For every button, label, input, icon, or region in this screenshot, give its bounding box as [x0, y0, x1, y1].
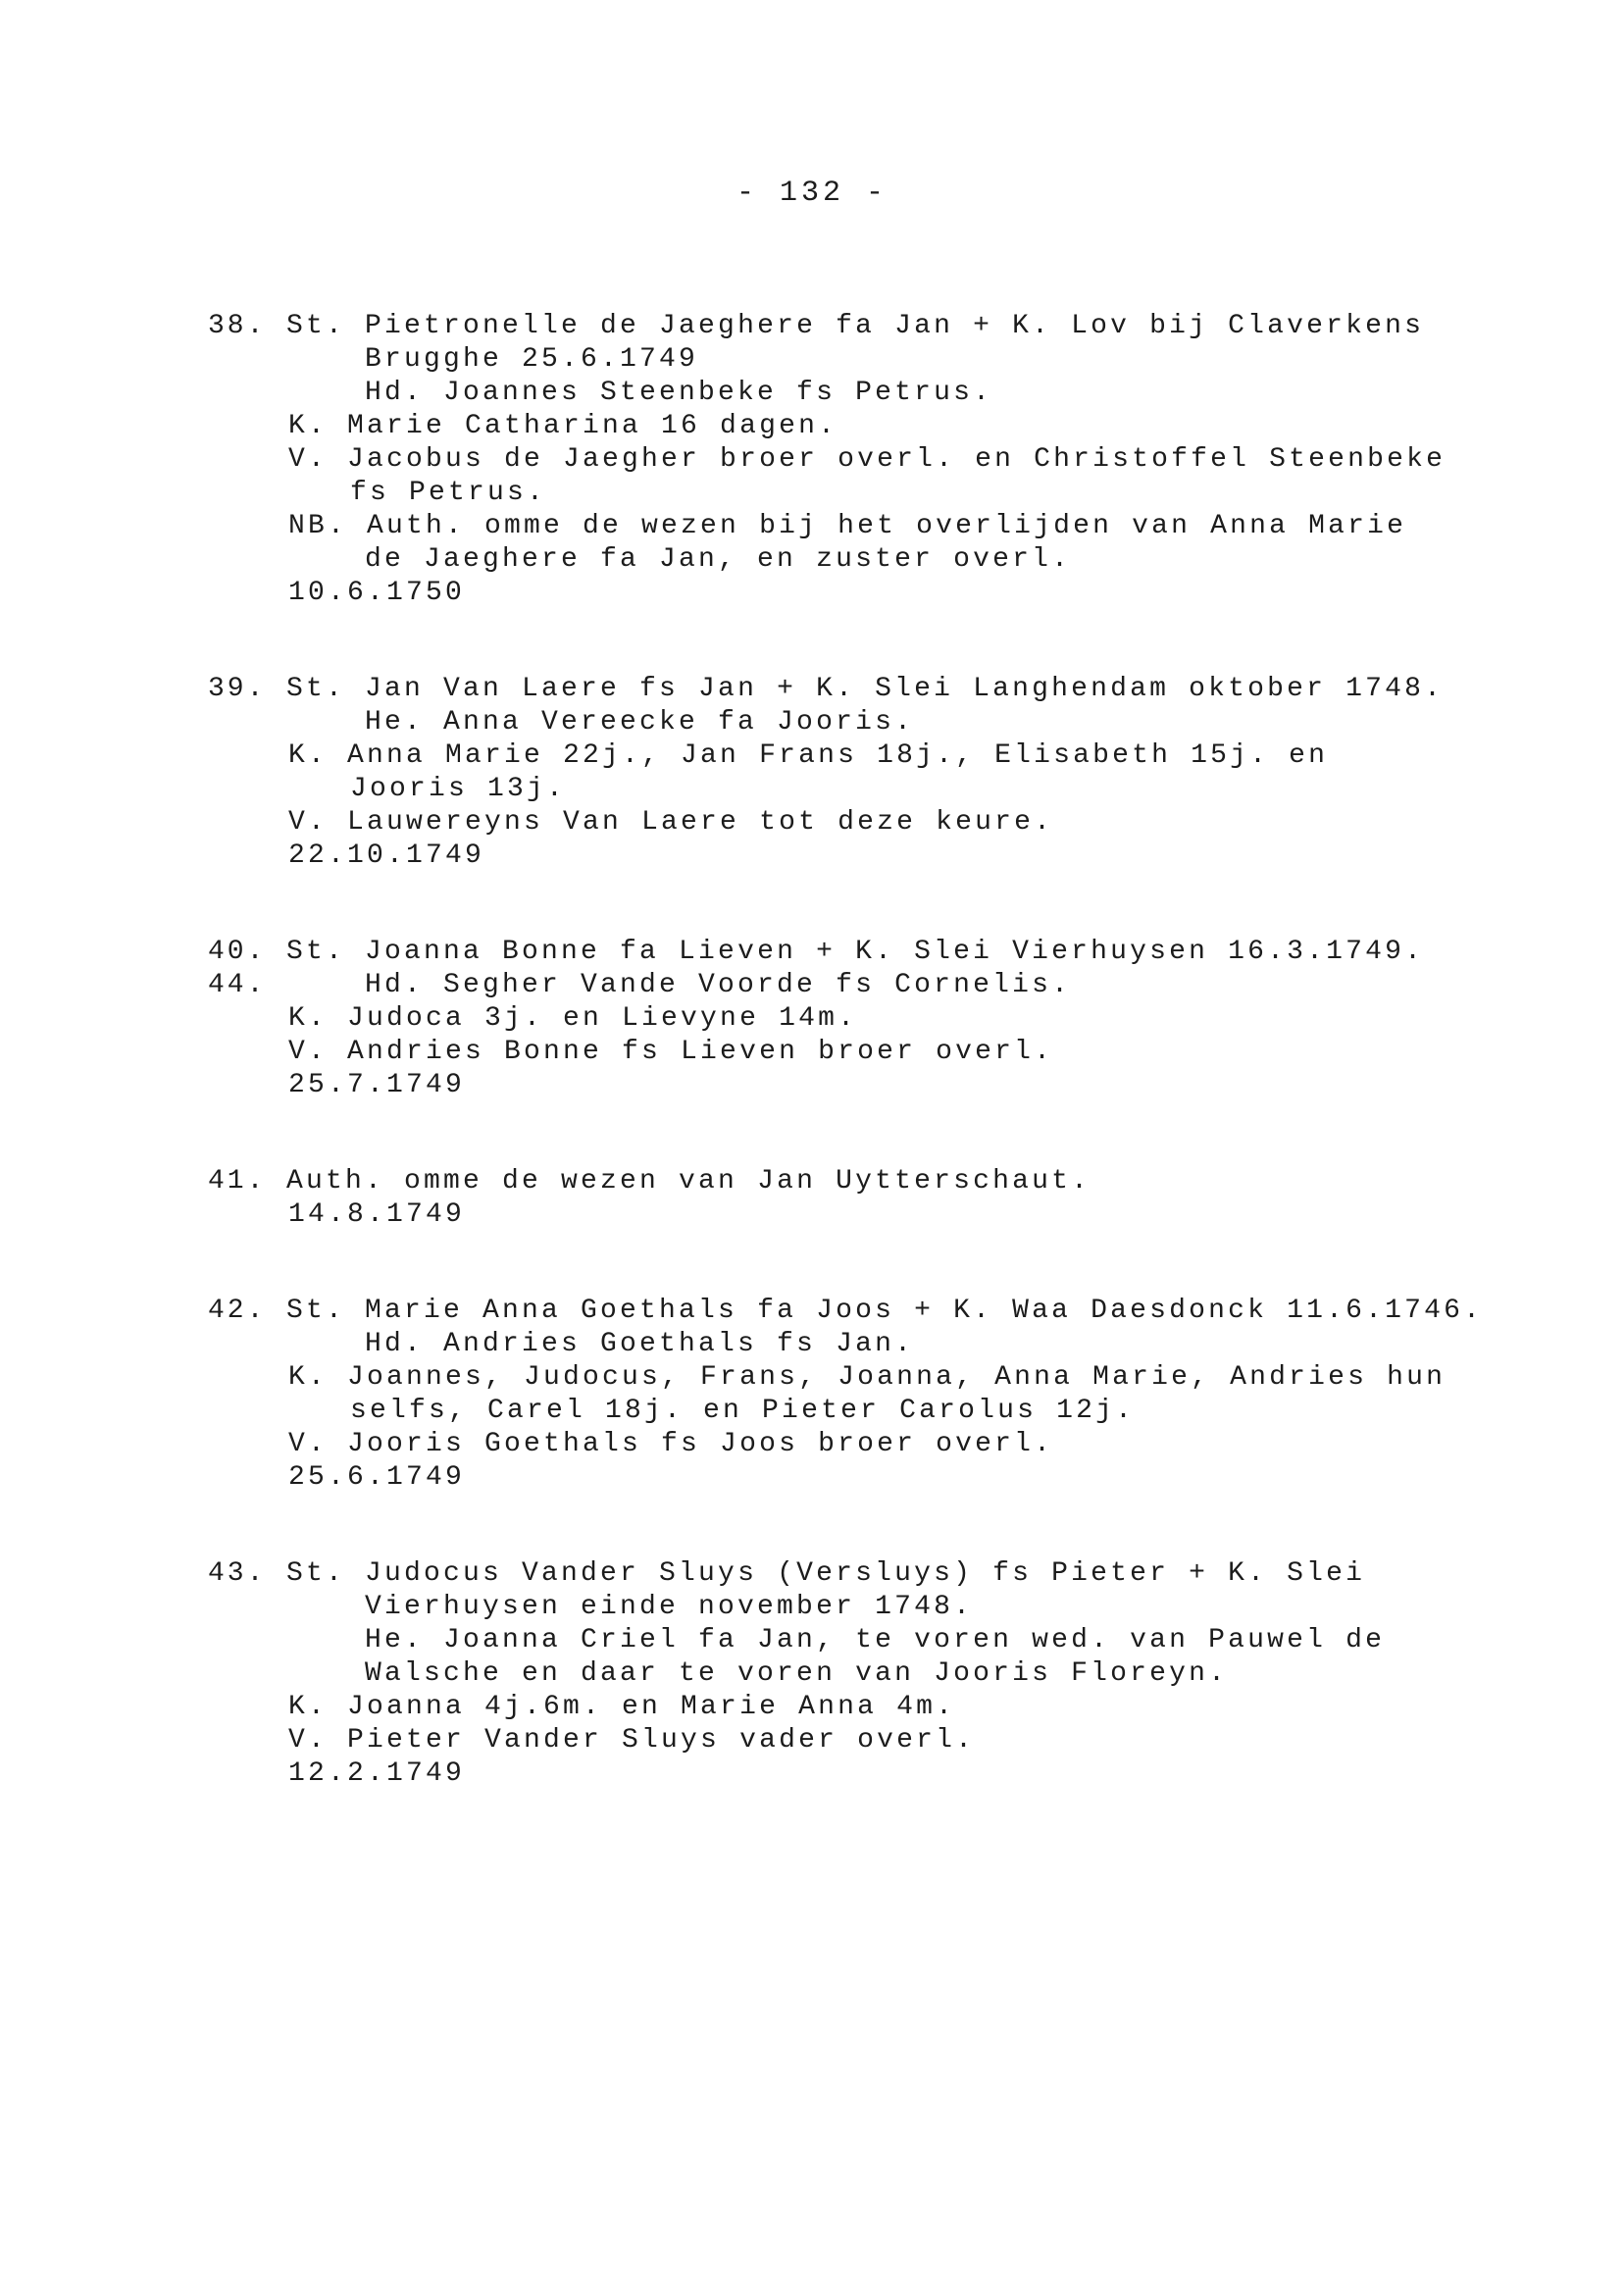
entry-line: Hd. Segher Vande Voorde fs Cornelis. — [365, 970, 1072, 1000]
entry — [208, 673, 1522, 873]
page-number: - 132 - — [736, 177, 888, 210]
entry-line: de Jaeghere fa Jan, en zuster overl. — [365, 544, 1072, 575]
entry-line: Walsche en daar te voren van Jooris Floreyn. — [365, 1658, 1229, 1689]
entry-line: 12.2.1749 — [288, 1758, 466, 1789]
entry-number-label: 44. — [208, 970, 267, 1000]
entry-line: V. Andries Bonne fs Lieven broer overl. — [288, 1037, 1054, 1067]
entry-line: 10.6.1750 — [288, 578, 466, 608]
entry-number — [208, 936, 286, 1002]
entry-number-label: 38. — [208, 311, 267, 341]
entry-line: K. Joanna 4j.6m. en Marie Anna 4m. — [288, 1692, 956, 1722]
entry — [208, 1295, 1522, 1495]
entry-line: 25.7.1749 — [288, 1070, 466, 1100]
entry — [208, 1165, 1522, 1232]
entry-line: NB. Auth. omme de wezen bij het overlijden van Anna Marie — [288, 511, 1407, 541]
entry-line: Brugghe 25.6.1749 — [365, 344, 699, 375]
entry-line: fs Petrus. — [350, 478, 547, 508]
entry-line: selfs, Carel 18j. en Pieter Carolus 12j. — [350, 1396, 1136, 1426]
entry-number-label: 42. — [208, 1296, 267, 1326]
entry-line: 25.6.1749 — [288, 1462, 466, 1493]
entry-line: K. Joannes, Judocus, Frans, Joanna, Anna Marie, Andries hun — [288, 1362, 1446, 1393]
entry-number-label: 43. — [208, 1558, 267, 1589]
entry-line: St. Pietronelle de Jaeghere fa Jan + K. Lov bij Claverkens — [286, 311, 1425, 341]
entry-line: St. Joanna Bonne fa Lieven + K. Slei Vierhuysen 16.3.1749. — [286, 937, 1425, 967]
entry-line: 22.10.1749 — [288, 840, 485, 871]
entry-line: Vierhuysen einde november 1748. — [365, 1592, 974, 1622]
entry-line: V. Lauwereyns Van Laere tot deze keure. — [288, 807, 1054, 838]
entry-line: V. Pieter Vander Sluys vader overl. — [288, 1725, 976, 1756]
entry-line: Auth. omme de wezen van Jan Uytterschaut. — [286, 1166, 1091, 1196]
entry — [208, 1557, 1522, 1791]
entry — [208, 936, 1522, 1102]
entry-line: Hd. Joannes Steenbeke fs Petrus. — [365, 378, 993, 408]
entry-number — [208, 1165, 286, 1198]
entry-line: St. Judocus Vander Sluys (Versluys) fs Pieter + K. Slei — [286, 1558, 1366, 1589]
entry-number — [208, 1557, 286, 1591]
entry-line: Hd. Andries Goethals fs Jan. — [365, 1329, 915, 1359]
entry-number-label: 39. — [208, 674, 267, 704]
entry-line: He. Joanna Criel fa Jan, te voren wed. van Pauwel de — [365, 1625, 1386, 1655]
entry-number — [208, 1295, 286, 1328]
entry — [208, 310, 1522, 610]
entry-number-label: 40. — [208, 937, 267, 967]
entry-number — [208, 310, 286, 343]
entry-line: K. Judoca 3j. en Lievyne 14m. — [288, 1003, 858, 1034]
entry-line: K. Anna Marie 22j., Jan Frans 18j., Elisabeth 15j. en — [288, 740, 1329, 771]
entry-number-label: 41. — [208, 1166, 267, 1196]
entry-line: St. Marie Anna Goethals fa Joos + K. Waa Daesdonck 11.6.1746. — [286, 1296, 1484, 1326]
entry-line: He. Anna Vereecke fa Jooris. — [365, 707, 915, 738]
entry-line: Jooris 13j. — [350, 774, 567, 804]
entry-line: V. Jooris Goethals fs Joos broer overl. — [288, 1429, 1054, 1459]
entry-line: V. Jacobus de Jaegher broer overl. en Christoffel Steenbeke — [288, 444, 1446, 475]
entry-line: K. Marie Catharina 16 dagen. — [288, 411, 838, 441]
entry-line: 14.8.1749 — [288, 1199, 466, 1230]
entry-line: St. Jan Van Laere fs Jan + K. Slei Langhendam oktober 1748. — [286, 674, 1445, 704]
entry-number — [208, 673, 286, 706]
entries-list — [208, 310, 1522, 1854]
